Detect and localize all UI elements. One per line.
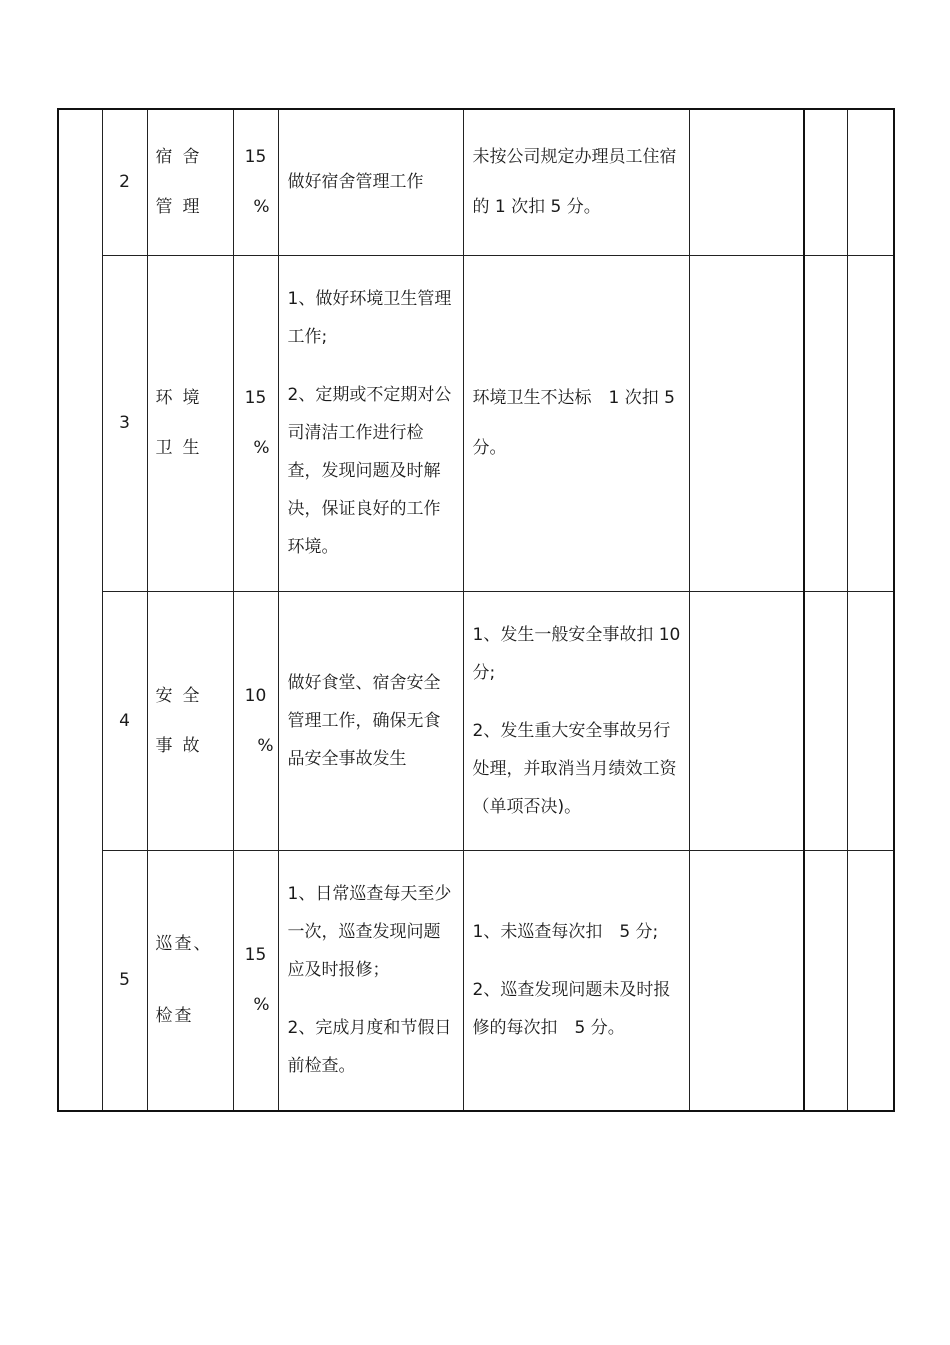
standard-cell xyxy=(463,850,689,1111)
row-number: 4 xyxy=(102,591,147,850)
item-name: 安全事故 xyxy=(155,685,210,756)
kpi-table-frame xyxy=(57,108,893,1110)
weight-percent-sign: % xyxy=(253,995,270,1016)
extra-cell xyxy=(847,109,894,255)
standard-text: 2、巡查发现问题未及时报修的每次扣 5 分。 xyxy=(472,980,671,1039)
requirement-text: 1、日常巡查每天至少一次，巡查发现问题应及时报修； xyxy=(287,884,452,981)
requirement-text: 2、完成月度和节假日前检查。 xyxy=(287,1018,452,1077)
standard-cell xyxy=(463,109,689,255)
weight-value: 10 xyxy=(244,685,267,706)
extra-cell xyxy=(847,850,894,1111)
weight-percent-sign: % xyxy=(253,197,270,218)
requirement-cell xyxy=(278,255,463,591)
standard-cell xyxy=(463,591,689,850)
standard-text: 1、未巡查每次扣 5 分; xyxy=(472,922,659,943)
weight-cell xyxy=(233,850,278,1111)
category-cell xyxy=(58,109,102,1111)
requirement-text: 做好宿舍管理工作 xyxy=(287,172,424,193)
weight-value: 15 xyxy=(244,147,267,168)
table-row xyxy=(58,255,894,591)
item-name: 宿舍管理 xyxy=(155,147,210,218)
score-cell xyxy=(689,850,804,1111)
score-cell xyxy=(689,255,804,591)
requirement-cell xyxy=(278,850,463,1111)
table-row xyxy=(58,850,894,1111)
item-cell xyxy=(147,109,233,255)
extra-cell xyxy=(847,255,894,591)
requirement-cell xyxy=(278,109,463,255)
requirement-cell xyxy=(278,591,463,850)
row-number: 3 xyxy=(102,255,147,591)
row-number: 2 xyxy=(102,109,147,255)
weight-cell xyxy=(233,591,278,850)
weight-percent-sign: % xyxy=(257,735,274,756)
row-number: 5 xyxy=(102,850,147,1111)
weight-cell xyxy=(233,255,278,591)
item-cell xyxy=(147,850,233,1111)
requirement-text: 做好食堂、宿舍安全管理工作，确保无食品安全事故发生 xyxy=(287,672,441,769)
requirement-text: 1、做好环境卫生管理工作; xyxy=(287,289,452,347)
item-cell xyxy=(147,255,233,591)
table-row xyxy=(58,591,894,850)
standard-text: 未按公司规定办理员工住宿的 1 次扣 5 分。 xyxy=(472,147,677,218)
standard-text: 环境卫生不达标 1 次扣 5 分。 xyxy=(472,388,675,458)
kpi-table xyxy=(57,108,895,1112)
extra-cell xyxy=(804,591,847,850)
score-cell xyxy=(689,591,804,850)
standard-text: 1、发生一般安全事故扣 10 分; xyxy=(472,624,681,683)
item-cell xyxy=(147,591,233,850)
score-cell xyxy=(689,109,804,255)
extra-cell xyxy=(804,255,847,591)
weight-percent-sign: % xyxy=(253,438,270,458)
item-name: 环境卫生 xyxy=(155,388,210,458)
weight-value: 15 xyxy=(244,388,267,408)
item-name: 巡查、检查 xyxy=(155,934,213,1027)
extra-cell xyxy=(847,591,894,850)
weight-value: 15 xyxy=(244,945,267,966)
extra-cell xyxy=(804,850,847,1111)
extra-cell xyxy=(804,109,847,255)
weight-cell xyxy=(233,109,278,255)
standard-text: 2、发生重大安全事故另行处理，并取消当月绩效工资（单项否决)。 xyxy=(472,720,677,817)
requirement-text: 2、定期或不定期对公司清洁工作进行检查，发现问题及时解决，保证良好的工作环境。 xyxy=(287,385,452,557)
standard-cell xyxy=(463,255,689,591)
table-row xyxy=(58,109,894,255)
